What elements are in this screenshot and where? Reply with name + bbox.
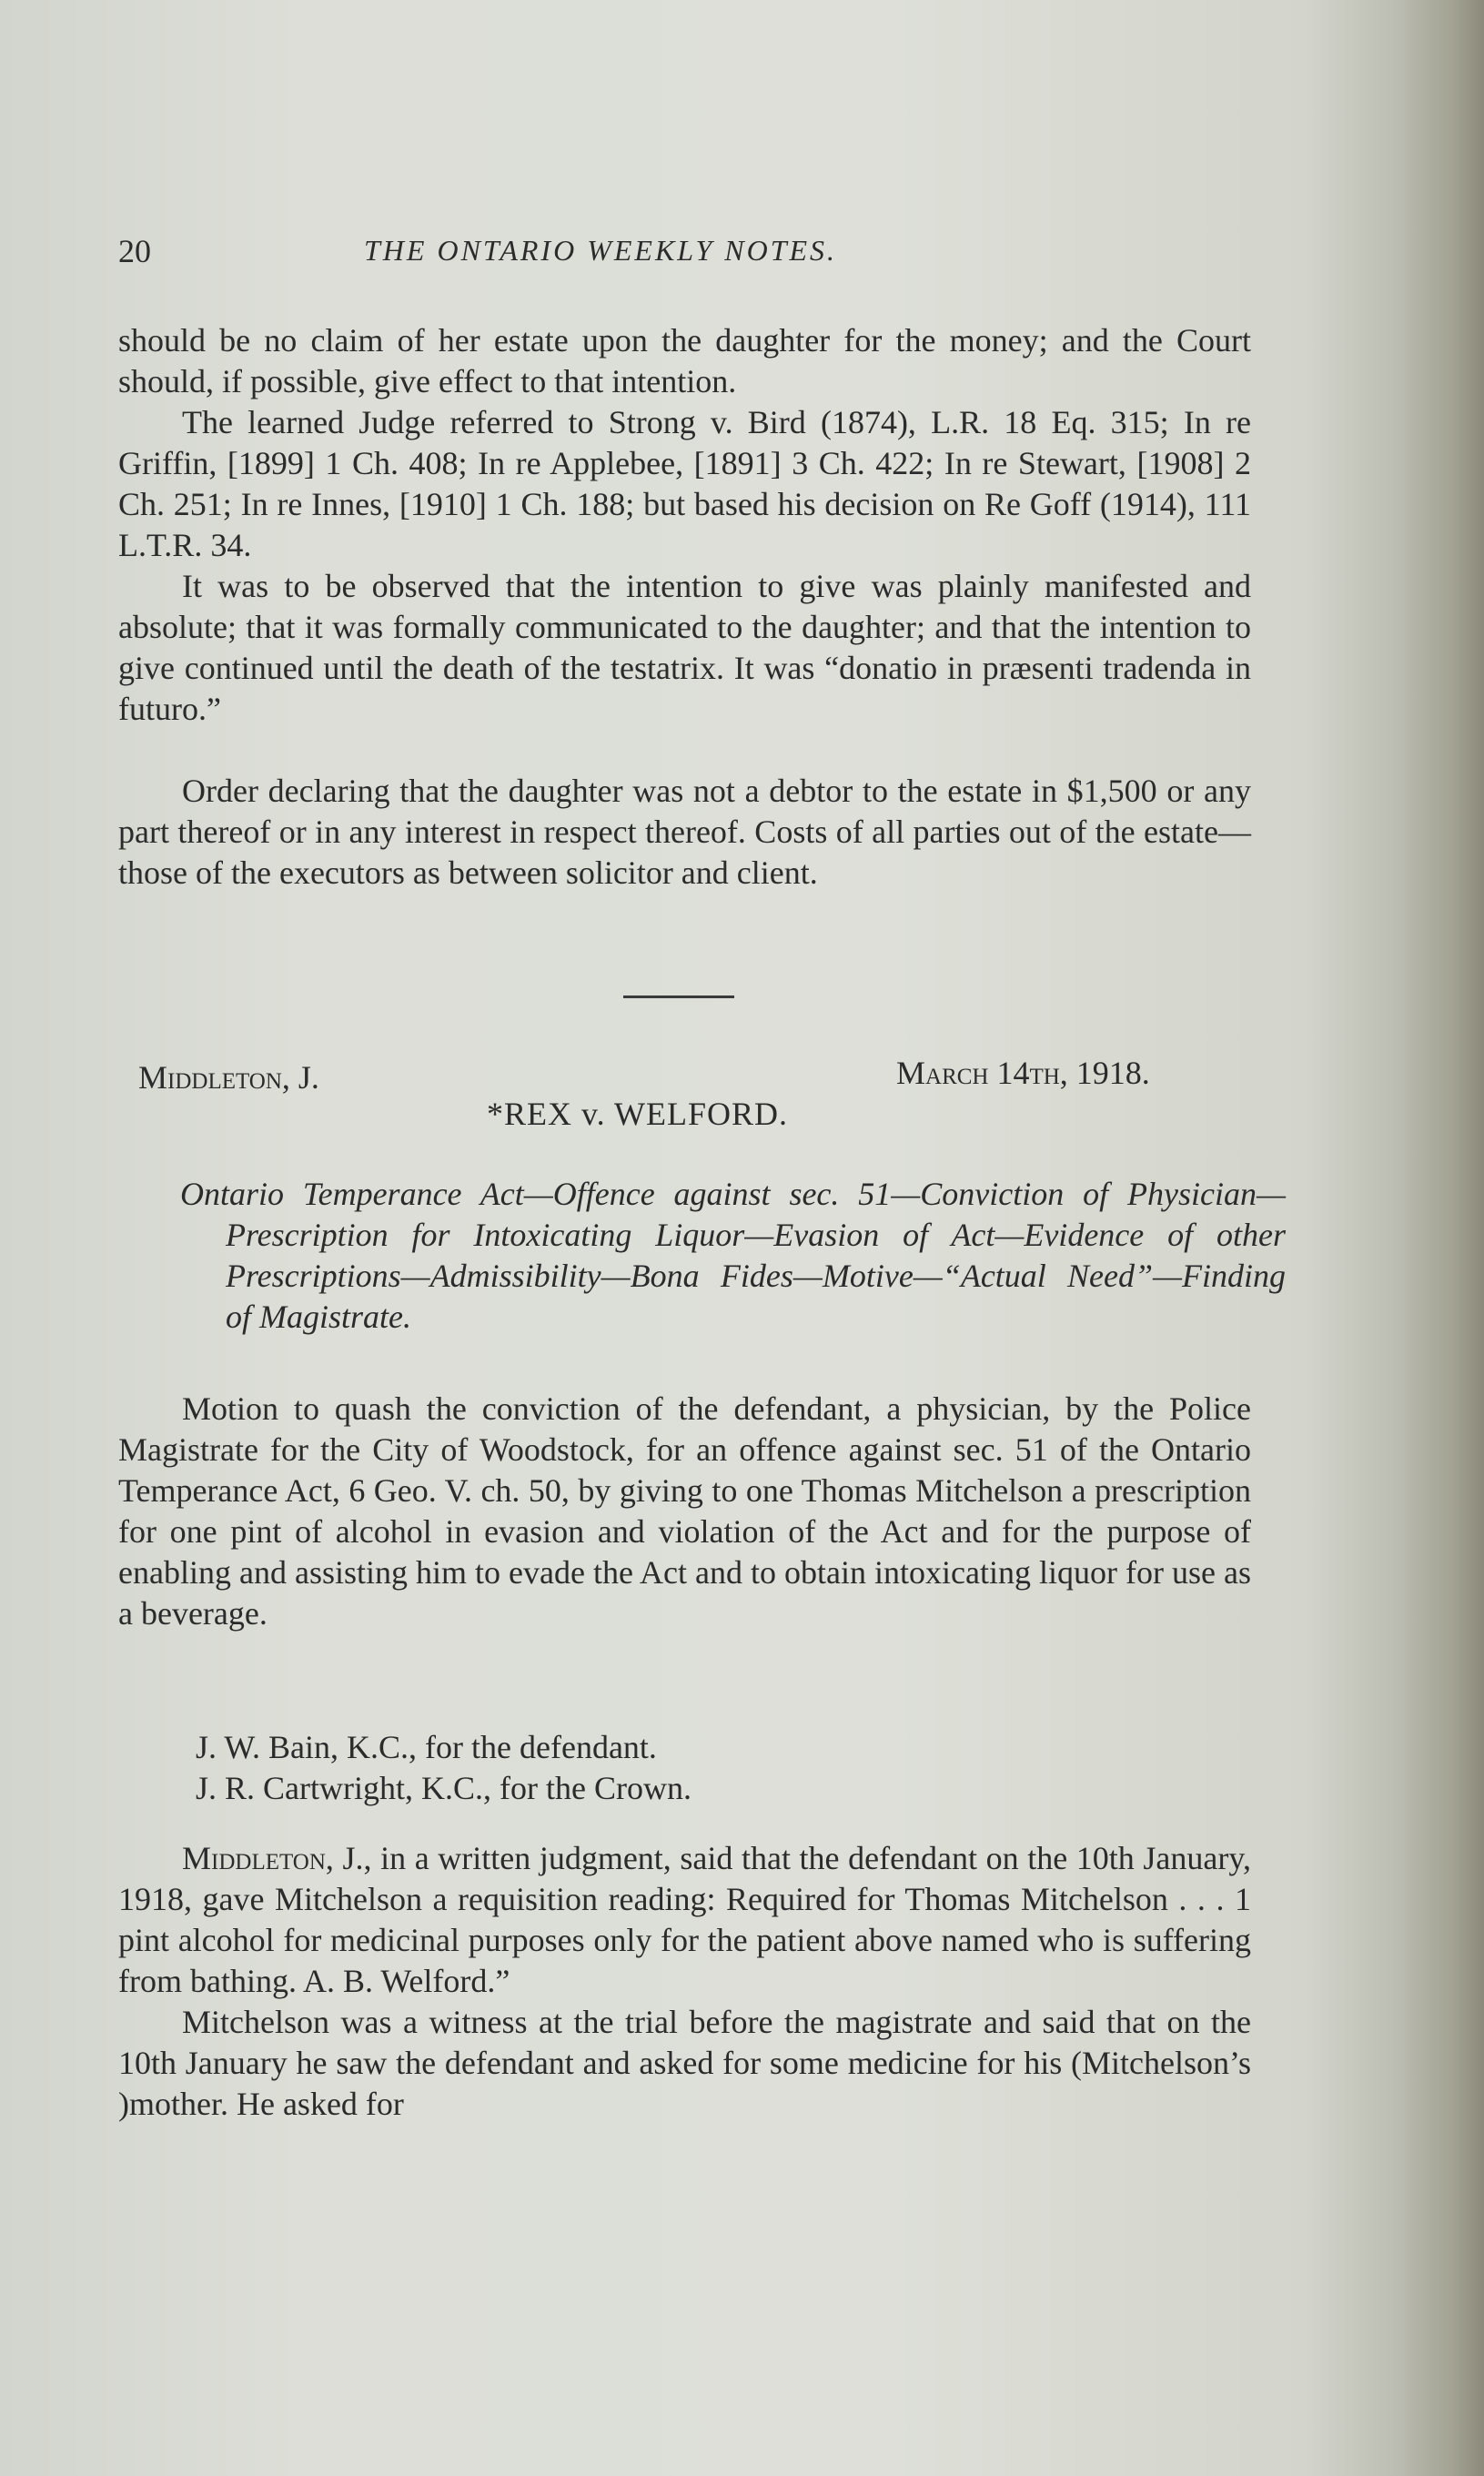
page-header bbox=[118, 232, 1256, 278]
page-edge-shadow bbox=[1402, 0, 1484, 2476]
paragraph-authorities: The learned Judge referred to Strong v. Bird (1874), L.R. 18 Eq. 315; In re Griffin, [1899] 1 Ch. 408; In re Applebee, [1891] 3 Ch. 422; In re Stewart, [1908] 2 Ch. 251; In re Innes, [1910] 1 Ch. 188; but based his decision on Re Goff (1914), 111 L.T.R. 34. bbox=[118, 404, 1251, 563]
page-number: 20 bbox=[118, 233, 151, 269]
paragraph-witness: Mitchelson was a witness at the trial before the magistrate and said that on the 10th January he saw the defendant and asked for some medicine for his (Mitchelson’s )mother. He asked for bbox=[118, 2004, 1251, 2122]
judgment-judge-name: Middleton, J. bbox=[182, 1840, 364, 1876]
paragraph-motion: Motion to quash the conviction of the defendant, a physician, by the Police Magistrate for the City of Woodstock, for an offence against sec. 51 of the Ontario Temperance Act, 6 Geo. V. ch. 50, by giving to one Thomas Mitchelson a prescription for one pint of alcohol in evasion and violation of the Act and for the purpose of enabling and assisting him to evade the Act and to obtain intoxicating liquor for use as a beverage. bbox=[118, 1390, 1251, 1632]
counsel-defendant: J. W. Bain, K.C., for the defendant. bbox=[196, 1729, 657, 1765]
judgment-date: March 14th, 1918. bbox=[896, 1055, 1150, 1091]
paragraph-order: Order declaring that the daughter was not a debtor to the estate in $1,500 or any part thereof or in any interest in respect thereof. Costs of all parties out of the estate—those of the executors as between solicitor and client. bbox=[118, 773, 1251, 891]
paragraph-intention: It was to be observed that the intention to give was plainly manifested and absolute; that it was formally communicated to the daughter; and that the intention to give continued until the death of the testatrix. It was “donatio in præsenti tradenda in futuro.” bbox=[118, 568, 1251, 727]
paragraph-continuation: should be no claim of her estate upon the daughter for the money; and the Court should, if possible, give effect to that intention. bbox=[118, 322, 1251, 399]
running-title: THE ONTARIO WEEKLY NOTES. bbox=[364, 234, 838, 267]
section-divider bbox=[623, 995, 734, 998]
judgment-text: , in a written judgment, said that the defendant on the 10th January, 1918, gave Mitchelson a requisition reading: Required for Thomas Mitchelson . . . 1 pint alcohol for medicinal purposes only for the patient above named who is suffering from bathing. A. B. Welford.” bbox=[118, 1840, 1251, 1999]
judge-name: Middleton, J. bbox=[138, 1059, 319, 1096]
paragraph-judgment bbox=[118, 1838, 1251, 2002]
case-title: *REX v. WELFORD. bbox=[487, 1096, 788, 1132]
headnote: Ontario Temperance Act—Offence against sec. 51—Conviction of Physician—Prescription for Intoxicating Liquor—Evasion of Act—Evidence of other Prescriptions—Admissibility—Bona Fides—Motive—“Actual Need”—Finding of Magistrate. bbox=[180, 1176, 1286, 1335]
counsel-crown: J. R. Cartwright, K.C., for the Crown. bbox=[196, 1770, 692, 1806]
